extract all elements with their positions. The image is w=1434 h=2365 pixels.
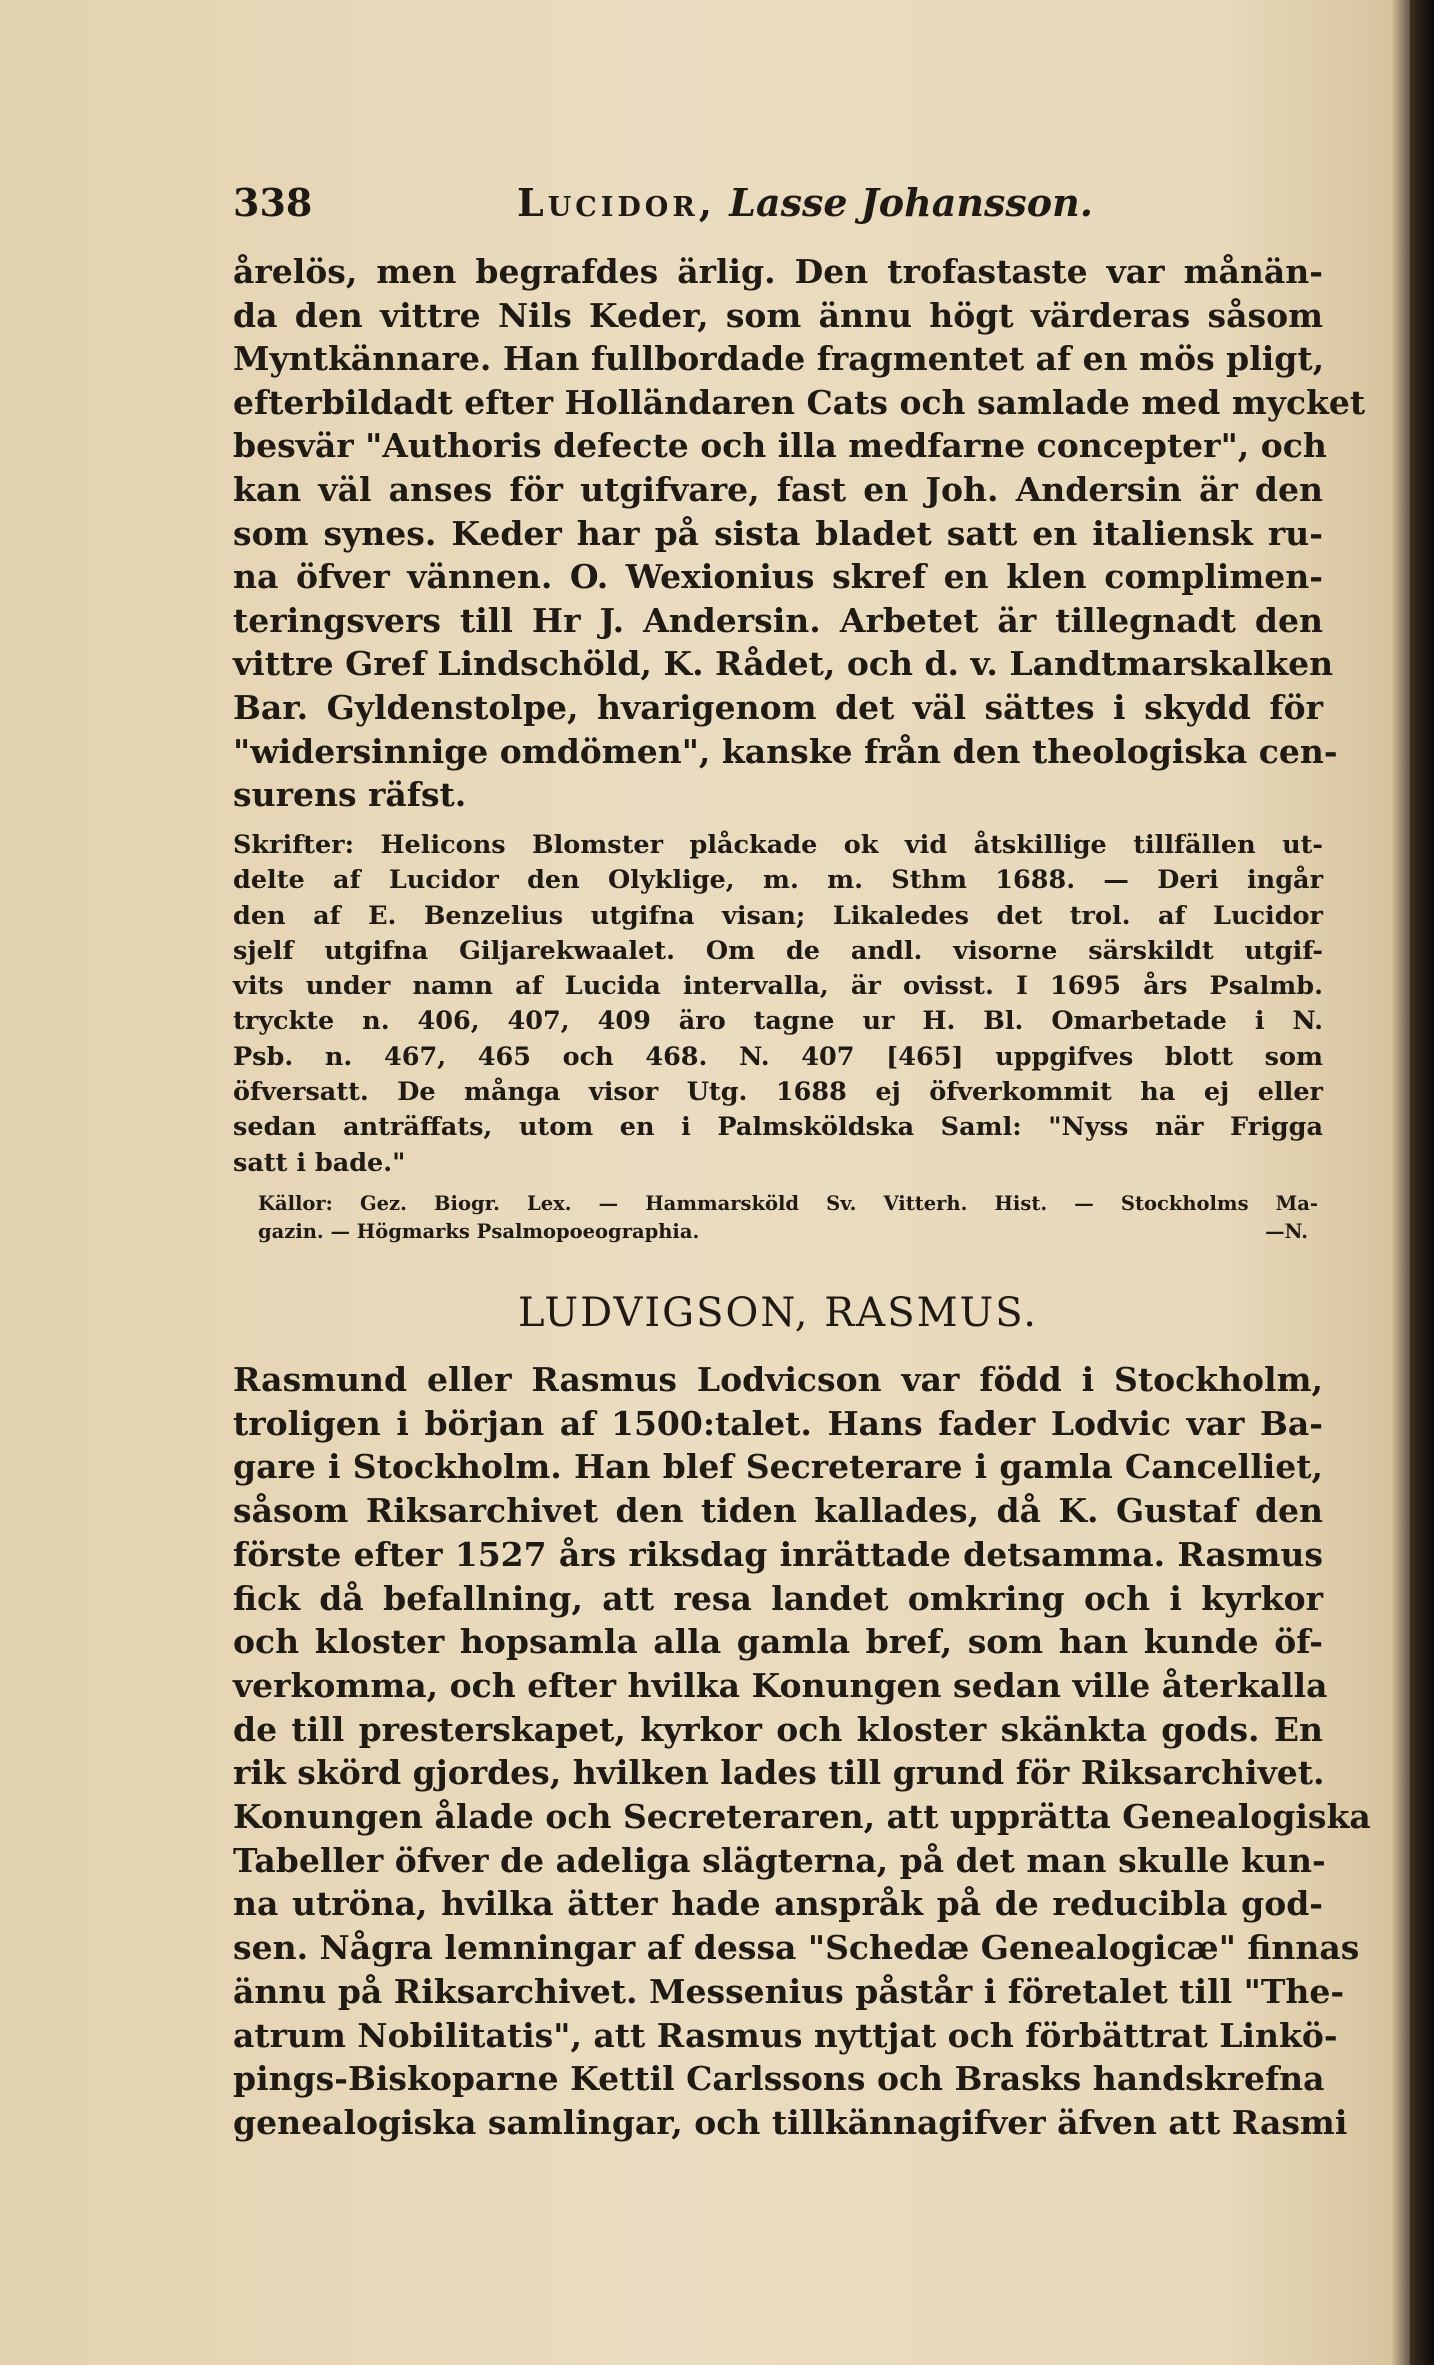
running-title xyxy=(517,180,1093,225)
sources-line: Källor: Gez. Biogr. Lex. — Hammarsköld Sv. Vitterh. Hist. — Stockholms Ma- xyxy=(258,1192,1318,1215)
text-line: genealogiska samlingar, och tillkännagifver äfven att Rasmi xyxy=(233,2102,1348,2142)
note-line: delte af Lucidor den Olyklige, m. m. Sthm 1688. — Deri ingår xyxy=(233,865,1323,896)
author-signature: —N. xyxy=(1265,1220,1308,1243)
text-line: Tabeller öfver de adeliga slägterna, på det man skulle kun- xyxy=(233,1840,1326,1880)
text-line: kan väl anses för utgifvare, fast en Joh. Andersin är den xyxy=(233,469,1323,509)
text-line: rik skörd gjordes, hvilken lades till grund för Riksarchivet. xyxy=(233,1753,1325,1793)
note-line: Psb. n. 467, 465 och 468. N. 407 [465] uppgifves blott som xyxy=(233,1041,1323,1072)
note-line: den af E. Benzelius utgifna visan; Likaledes det trol. af Lucidor xyxy=(233,900,1323,931)
text-line: förste efter 1527 års riksdag inrättade detsamma. Rasmus xyxy=(233,1534,1323,1574)
text-line: besvär "Authoris defecte och illa medfarne concepter", och xyxy=(233,426,1327,466)
note-line: sedan anträffats, utom en i Palmsköldska Saml: "Nyss när Frigga xyxy=(233,1112,1323,1143)
sources-line: gazin. — Högmarks Psalmopoeographia. xyxy=(258,1220,700,1243)
text-line: Konungen ålade och Secreteraren, att upprätta Genealogiska xyxy=(233,1797,1371,1837)
text-line: vittre Gref Lindschöld, K. Rådet, och d. v. Landtmarskalken xyxy=(233,644,1334,684)
text-line: Rasmund eller Rasmus Lodvicson var född i Stockholm, xyxy=(233,1360,1323,1399)
sources-note xyxy=(258,1190,1318,1246)
text-line: da den vittre Nils Keder, som ännu högt värderas såsom xyxy=(233,295,1323,335)
note-line: vits under namn af Lucida intervalla, är ovisst. I 1695 års Psalmb. xyxy=(233,971,1323,1002)
text-line: teringsvers till Hr J. Andersin. Arbetet är tillegnadt den xyxy=(233,600,1323,640)
note-line: öfversatt. De många visor Utg. 1688 ej öfverkommit ha ej eller xyxy=(233,1077,1323,1108)
text-line: och kloster hopsamla alla gamla bref, som han kunde öf- xyxy=(233,1622,1323,1662)
text-line: na utröna, hvilka ätter hade anspråk på de reducibla god- xyxy=(233,1884,1323,1924)
page-number: 338 xyxy=(233,180,313,225)
running-surname: Lucidor, xyxy=(517,180,716,225)
text-line: ännu på Riksarchivet. Messenius påstår i företalet till "The- xyxy=(233,1971,1345,2011)
note-line: satt i bade." xyxy=(233,1147,406,1178)
lucidor-text-block xyxy=(233,250,1366,817)
text-line: troligen i början af 1500:talet. Hans fader Lodvic var Ba- xyxy=(233,1403,1323,1443)
text-line: de till presterskapet, kyrkor och kloster skänkta gods. En xyxy=(233,1709,1323,1749)
text-line: "widersinnige omdömen", kanske från den theologiska cen- xyxy=(233,731,1338,771)
section-title: LUDVIGSON, RASMUS. xyxy=(518,1290,1038,1336)
text-line: fick då befallning, att resa landet omkring och i kyrkor xyxy=(233,1578,1323,1618)
note-line: Skrifter: Helicons Blomster plåckade ok vid åtskillige tillfällen ut- xyxy=(233,830,1323,860)
text-line: pings-Biskoparne Kettil Carlssons och Brasks handskrefna xyxy=(233,2059,1325,2099)
text-line: såsom Riksarchivet den tiden kallades, då K. Gustaf den xyxy=(233,1491,1323,1531)
text-line: som synes. Keder har på sista bladet satt en italiensk ru- xyxy=(233,513,1323,553)
text-line: surens räfst. xyxy=(233,775,467,815)
text-line: Myntkännare. Han fullbordade fragmentet af en mös pligt, xyxy=(233,339,1325,379)
ludvigson-text-block xyxy=(233,1358,1371,2145)
text-line: gare i Stockholm. Han blef Secreterare i gamla Cancelliet, xyxy=(233,1447,1323,1487)
writings-note xyxy=(233,828,1323,1181)
note-line: sjelf utgifna Giljarekwaalet. Om de andl. visorne särskildt utgif- xyxy=(233,935,1323,966)
sources-line-group xyxy=(258,1218,1318,1246)
text-line: na öfver vännen. O. Wexionius skref en klen complimen- xyxy=(233,557,1323,597)
text-line: atrum Nobilitatis", att Rasmus nyttjat och förbättrat Linkö- xyxy=(233,2015,1338,2055)
text-line: sen. Några lemningar af dessa "Schedæ Genealogicæ" finnas xyxy=(233,1928,1360,1968)
text-line: efterbildadt efter Holländaren Cats och samlade med mycket xyxy=(233,382,1366,422)
running-given-name: Lasse Johansson. xyxy=(729,180,1093,225)
book-binding-edge xyxy=(1410,0,1434,2365)
text-line: Bar. Gyldenstolpe, hvarigenom det väl sättes i skydd för xyxy=(233,687,1323,727)
text-line: verkomma, och efter hvilka Konungen sedan ville återkalla xyxy=(233,1665,1328,1705)
note-line: tryckte n. 406, 407, 409 äro tagne ur H. Bl. Omarbetade i N. xyxy=(233,1006,1323,1037)
text-line: årelös, men begrafdes ärlig. Den trofastaste var månän- xyxy=(233,252,1323,291)
